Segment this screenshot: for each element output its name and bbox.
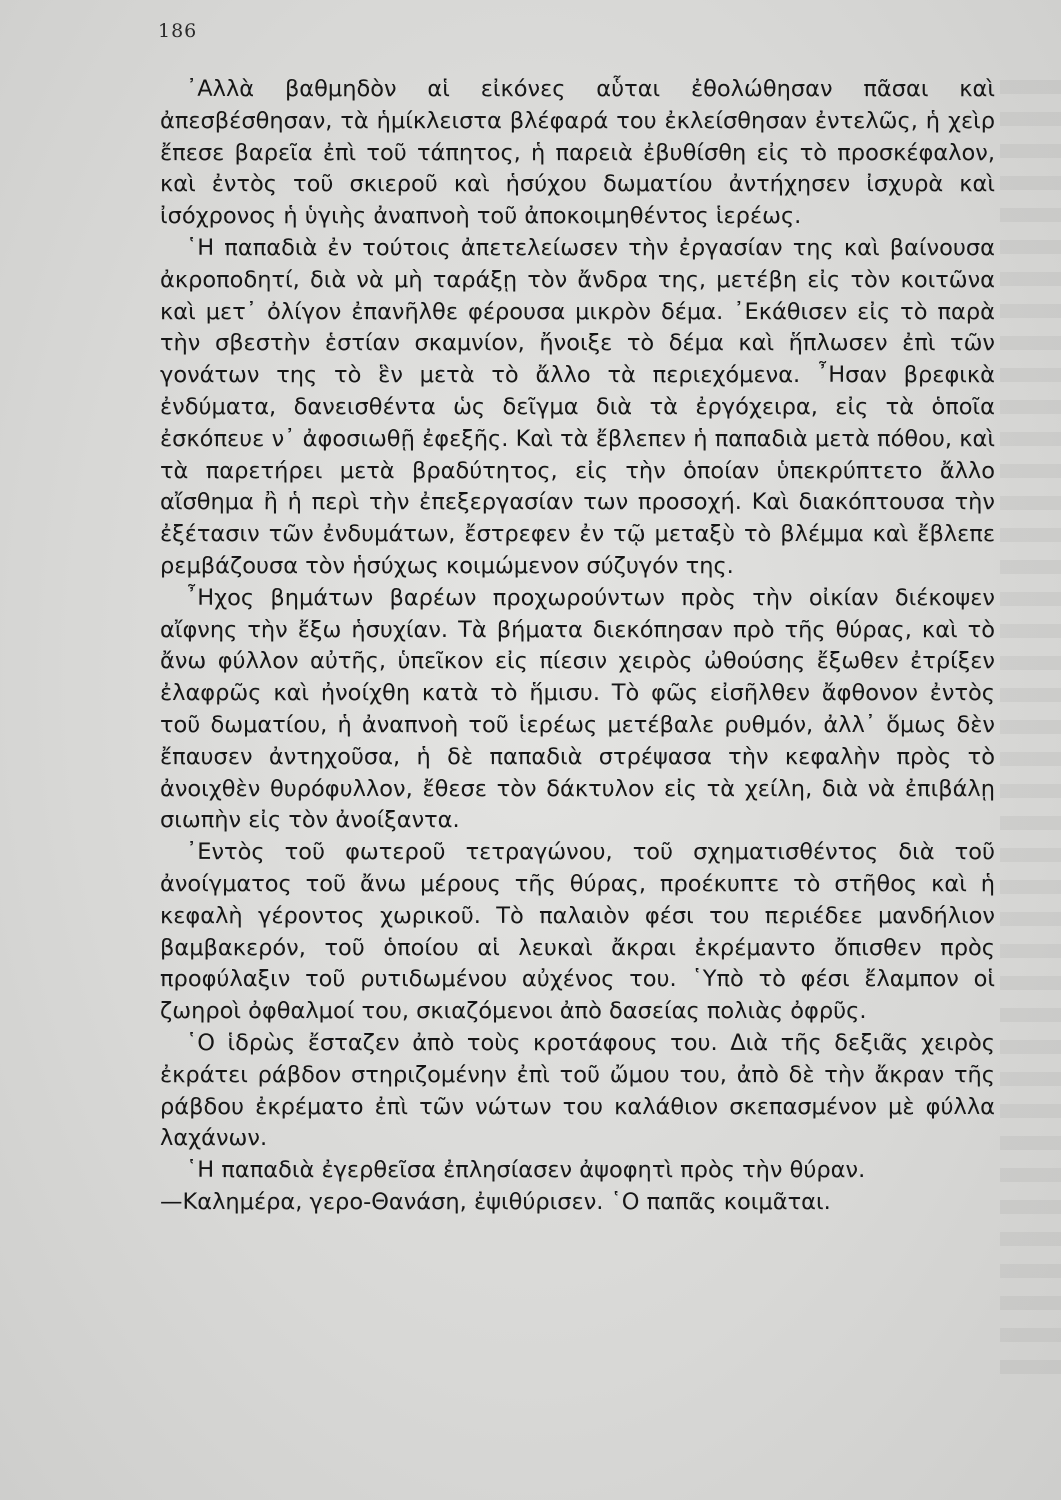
paragraph-6: ῾Η παπαδιὰ ἐγερθεῖσα ἐπλησίασεν ἀψοφητὶ πρὸς τὴν θύραν. [186,1157,866,1184]
bleed-through-shadow [1000,80,1061,1380]
paragraph-3: ῏Ηχος βημάτων βαρέων προχωρούντων πρὸς τὴν οἰκίαν διέκοψεν αἴφνης τὴν ἔξω ἡσυχίαν. Τὰ βήματα διεκόπησαν πρὸ τῆς θύρας, καὶ τὸ ἄνω φύλλον αὐτῆς, ὑπεῖκον εἰς πίεσιν χειρὸς ὠθούσης ἔξωθεν ἐτρίξεν ἐλαφρῶς καὶ ἠνοίχθη κατὰ τὸ ἥμισυ. Τὸ φῶς εἰσῆλθεν ἄφθονον ἐντὸς τοῦ δωματίου, ἡ ἀναπνοὴ τοῦ ἱερέως μετέβαλε ρυθμόν, ἀλλ᾿ ὅμως δὲν ἔπαυσεν ἀντηχοῦσα, ἡ δὲ παπαδιὰ στρέψασα τὴν κεφαλὴν πρὸς τὸ ἀνοιχθὲν θυρόφυλλον, ἔθεσε τὸν δάκτυλον εἰς τὰ χείλη, διὰ νὰ ἐπιβάλῃ σιωπὴν εἰς τὸν ἀνοίξαντα. [160,584,995,834]
paragraph-4: ᾿Εντὸς τοῦ φωτεροῦ τετραγώνου, τοῦ σχηματισθέντος διὰ τοῦ ἀνοίγματος τοῦ ἄνω μέρους τῆς θύρας, προέκυπτε τὸ στῆθος καὶ ἡ κεφαλὴ γέροντος χωρικοῦ. Τὸ παλαιὸν φέσι του περιέδεε μανδήλιον βαμβακερόν, τοῦ ὁποίου αἱ λευκαὶ ἄκραι ἐκρέμαντο ὄπισθεν πρὸς προφύλαξιν τοῦ ρυτιδωμένου αὐχένος του. ῾Υπὸ τὸ φέσι ἔλαμπον οἱ ζωηροὶ ὀφθαλμοί του, σκιαζόμενοι ἀπὸ δασείας πολιὰς ὀφρῦς. [160,839,995,1025]
paragraph-1: ᾿Αλλὰ βαθμηδὸν αἱ εἰκόνες αὗται ἐθολώθησαν πᾶσαι καὶ ἀπεσβέσθησαν, τὰ ἡμίκλειστα βλέφαρά του ἐκλείσθησαν ἐντελῶς, ἡ χεὶρ ἔπεσε βαρεῖα ἐπὶ τοῦ τάπητος, ἡ παρειὰ ἐβυθίσθη εἰς τὸ προσκέφαλον, καὶ ἐντὸς τοῦ σκιεροῦ καὶ ἡσύχου δωματίου ἀντήχησεν ἰσχυρὰ καὶ ἰσόχρονος ἡ ὑγιὴς ἀναπνοὴ τοῦ ἀποκοιμηθέντος ἱερέως. [160,76,995,230]
dialogue-line: —Καλημέρα, γερο-Θανάση, ἐψιθύρισεν. ῾Ο παπᾶς κοιμᾶται. [160,1188,831,1215]
paragraph-5: ῾Ο ἱδρὼς ἔσταζεν ἀπὸ τοὺς κροτάφους του. Διὰ τῆς δεξιᾶς χειρὸς ἐκράτει ράβδον στηριζομένην ἐπὶ τοῦ ὤμου του, ἀπὸ δὲ τὴν ἄκραν τῆς ράβδου ἐκρέματο ἐπὶ τῶν νώτων του καλάθιον σκεπασμένον μὲ φύλλα λαχάνων. [160,1029,995,1152]
page-number: 186 [158,20,198,42]
paragraph-2: ῾Η παπαδιὰ ἐν τούτοις ἀπετελείωσεν τὴν ἐργασίαν της καὶ βαίνουσα ἀκροποδητί, διὰ νὰ μὴ ταράξῃ τὸν ἄνδρα της, μετέβη εἰς τὸν κοιτῶνα καὶ μετ᾿ ὀλίγον ἐπανῆλθε φέρουσα μικρὸν δέμα. ᾿Εκάθισεν εἰς τὸ παρὰ τὴν σβεστὴν ἑστίαν σκαμνίον, ἤνοιξε τὸ δέμα καὶ ἥπλωσεν ἐπὶ τῶν γονάτων της τὸ ἓν μετὰ τὸ ἄλλο τὰ περιεχόμενα. ῏Ησαν βρεφικὰ ἐνδύματα, δανεισθέντα ὡς δεῖγμα διὰ τὰ ἐργόχειρα, εἰς τὰ ὁποῖα ἐσκόπευε ν᾿ ἀφοσιωθῇ ἐφεξῆς. Καὶ τὰ ἔβλεπεν ἡ παπαδιὰ μετὰ πόθου, καὶ τὰ παρετήρει μετὰ βραδύτητος, εἰς τὴν ὁποίαν ὑπεκρύπτετο ἄλλο αἴσθημα ἢ ἡ περὶ τὴν ἐπεξεργασίαν των προσοχή. Καὶ διακόπτουσα τὴν ἐξέτασιν τῶν ἐνδυμάτων, ἔστρεφεν ἐν τῷ μεταξὺ τὸ βλέμμα καὶ ἔβλεπε ρεμβάζουσα τὸν ἡσύχως κοιμώμενον σύζυγόν της. [160,234,995,579]
body-text [160,74,995,1219]
